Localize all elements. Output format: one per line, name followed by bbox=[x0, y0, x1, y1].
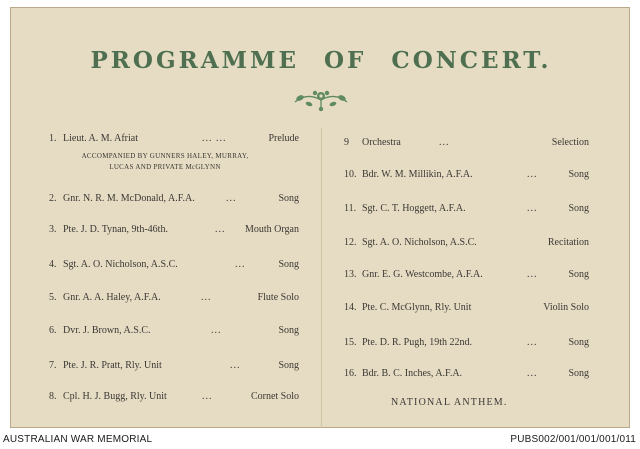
entry-number: 4. bbox=[49, 259, 57, 270]
leader-dots: ... bbox=[527, 368, 538, 379]
entry-number: 12. bbox=[344, 237, 357, 248]
programme-entry bbox=[49, 192, 299, 206]
performer-name: Orchestra bbox=[362, 137, 401, 148]
programme-entry bbox=[49, 324, 299, 338]
programme-entry bbox=[344, 367, 589, 381]
performer-name: Gnr. N. R. M. McDonald, A.F.A. bbox=[63, 193, 195, 204]
leader-dots: ... bbox=[527, 169, 538, 180]
entry-number: 6. bbox=[49, 325, 57, 336]
entry-number: 9 bbox=[344, 137, 349, 148]
footer-reference: PUBS002/001/001/001/011 bbox=[510, 434, 636, 445]
programme-entry bbox=[344, 202, 589, 216]
performance-item: Prelude bbox=[268, 133, 299, 144]
leader-dots: ... bbox=[230, 360, 241, 371]
leader-dots: ... bbox=[211, 325, 222, 336]
floral-ornament-icon bbox=[291, 84, 351, 114]
entry-number: 8. bbox=[49, 391, 57, 402]
leader-dots: ... ... bbox=[202, 133, 227, 144]
performer-name: Pte. J. D. Tynan, 9th-46th. bbox=[63, 224, 168, 235]
leader-dots: ... bbox=[235, 259, 246, 270]
entry-number: 15. bbox=[344, 337, 357, 348]
performer-name: Pte. J. R. Pratt, Rly. Unit bbox=[63, 360, 162, 371]
accompaniment-line: LUCAS AND PRIVATE McGLYNN bbox=[109, 163, 221, 171]
fold-line bbox=[321, 128, 322, 428]
programme-entry bbox=[49, 258, 299, 272]
performance-item: Violin Solo bbox=[543, 302, 589, 313]
entry-number: 10. bbox=[344, 169, 357, 180]
footer-institution: AUSTRALIAN WAR MEMORIAL bbox=[3, 434, 153, 445]
performer-name: Pte. D. R. Pugh, 19th 22nd. bbox=[362, 337, 473, 348]
leader-dots: ... bbox=[202, 391, 213, 402]
programme-entry bbox=[49, 291, 299, 305]
programme-entry bbox=[344, 336, 589, 350]
programme-card bbox=[10, 7, 630, 428]
performance-item: Song bbox=[568, 368, 589, 379]
performance-item: Song bbox=[278, 259, 299, 270]
programme-entry bbox=[49, 223, 299, 237]
national-anthem: NATIONAL ANTHEM. bbox=[391, 397, 508, 408]
performer-name: Dvr. J. Brown, A.S.C. bbox=[63, 325, 151, 336]
leader-dots: ... bbox=[226, 193, 237, 204]
performance-item: Song bbox=[568, 203, 589, 214]
leader-dots: ... bbox=[439, 137, 450, 148]
entry-number: 7. bbox=[49, 360, 57, 371]
leader-dots: ... bbox=[201, 292, 212, 303]
programme-entry bbox=[49, 132, 299, 146]
leader-dots: ... bbox=[215, 224, 226, 235]
performer-name: Bdr. B. C. Inches, A.F.A. bbox=[362, 368, 463, 379]
leader-dots: ... bbox=[527, 269, 538, 280]
performance-item: Song bbox=[568, 337, 589, 348]
performance-item: Song bbox=[278, 193, 299, 204]
performance-item: Selection bbox=[551, 137, 589, 148]
entry-number: 13. bbox=[344, 269, 357, 280]
performer-name: Sgt. A. O. Nicholson, A.S.C. bbox=[63, 259, 178, 270]
programme-entry bbox=[49, 359, 299, 373]
entry-number: 11. bbox=[344, 203, 357, 214]
performance-item: Recitation bbox=[547, 237, 589, 248]
performer-name: Sgt. A. O. Nicholson, A.S.C. bbox=[362, 237, 477, 248]
entry-number: 16. bbox=[344, 368, 357, 379]
performance-item: Song bbox=[278, 360, 299, 371]
leader-dots: ... bbox=[527, 337, 538, 348]
programme-entry bbox=[344, 268, 589, 282]
programme-entry bbox=[344, 136, 589, 150]
programme-entry bbox=[344, 236, 589, 250]
performance-item: Song bbox=[278, 325, 299, 336]
programme-title: PROGRAMME OF CONCERT. bbox=[90, 47, 552, 74]
accompaniment-line: ACCOMPANIED BY GUNNERS HALEY, MURRAY, bbox=[81, 152, 249, 160]
performer-name: Cpl. H. J. Bugg, Rly. Unit bbox=[63, 391, 167, 402]
entry-number: 14. bbox=[344, 302, 357, 313]
performer-name: Sgt. C. T. Hoggett, A.F.A. bbox=[362, 203, 466, 214]
performer-name: Pte. C. McGlynn, Rly. Unit bbox=[362, 302, 472, 313]
performer-name: Bdr. W. M. Millikin, A.F.A. bbox=[362, 169, 473, 180]
performer-name: Gnr. E. G. Westcombe, A.F.A. bbox=[362, 269, 483, 280]
performance-item: Song bbox=[568, 169, 589, 180]
entry-number: 1. bbox=[49, 133, 57, 144]
performance-item: Song bbox=[568, 269, 589, 280]
performance-item: Cornet Solo bbox=[250, 391, 299, 402]
programme-entry bbox=[49, 390, 299, 404]
programme-entry bbox=[344, 301, 589, 315]
entry-number: 5. bbox=[49, 292, 57, 303]
entry-number: 3. bbox=[49, 224, 57, 235]
programme-entry bbox=[344, 168, 589, 182]
entry-number: 2. bbox=[49, 193, 57, 204]
performance-item: Mouth Organ bbox=[245, 224, 299, 235]
performer-name: Lieut. A. M. Afriat bbox=[63, 133, 138, 144]
leader-dots: ... bbox=[527, 203, 538, 214]
performer-name: Gnr. A. A. Haley, A.F.A. bbox=[63, 292, 161, 303]
performance-item: Flute Solo bbox=[257, 292, 299, 303]
